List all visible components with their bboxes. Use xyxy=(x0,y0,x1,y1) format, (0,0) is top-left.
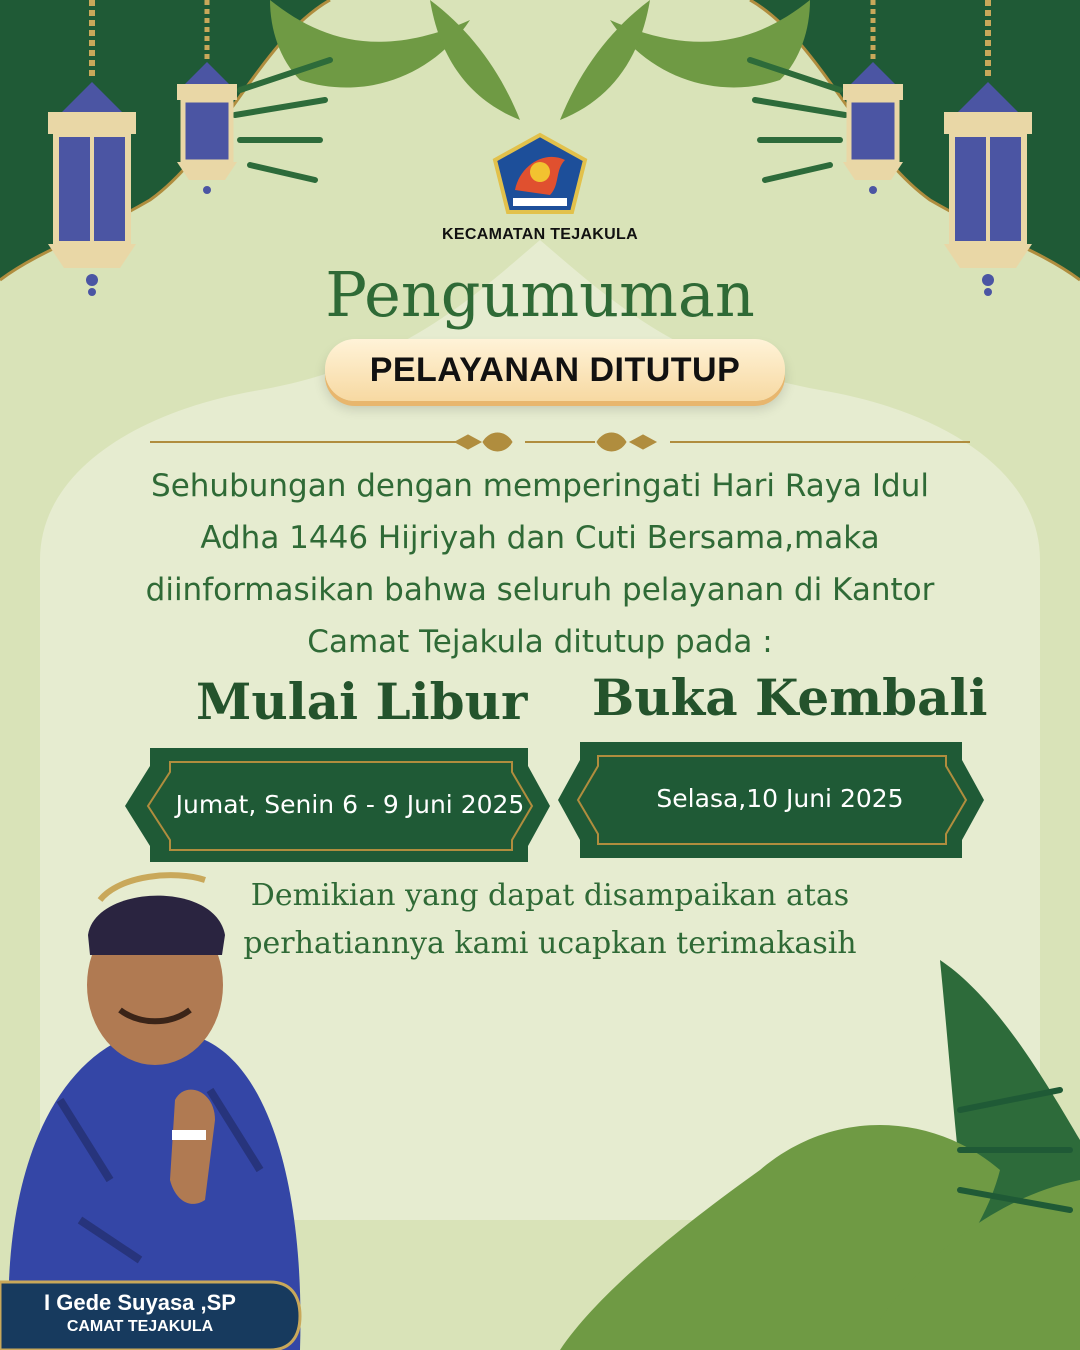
organization-name: KECAMATAN TEJAKULA xyxy=(442,226,638,243)
body-line: Sehubungan dengan memperingati Hari Raya Idul xyxy=(151,468,929,504)
reopen-date: Selasa,10 Juni 2025 xyxy=(656,784,904,813)
closing-line: Demikian yang dapat disampaikan atas xyxy=(250,878,850,913)
reopen-heading: Buka Kembali xyxy=(592,668,988,727)
closing-text xyxy=(180,872,920,968)
closed-date: Jumat, Senin 6 - 9 Juni 2025 xyxy=(175,790,525,819)
closing-line: perhatiannya kami ucapkan terimakasih xyxy=(243,926,857,961)
page-title: Pengumuman xyxy=(325,258,755,331)
subtitle-text: PELAYANAN DITUTUP xyxy=(369,350,741,389)
closed-heading: Mulai Libur xyxy=(196,672,528,731)
body-line: Camat Tejakula ditutup pada : xyxy=(307,624,773,660)
body-line: diinformasikan bahwa seluruh pelayanan di Kantor xyxy=(145,572,935,608)
official-role: CAMAT TEJAKULA xyxy=(66,1318,214,1335)
subtitle-badge xyxy=(325,339,785,401)
body-line: Adha 1446 Hijriyah dan Cuti Bersama,maka xyxy=(200,520,880,556)
official-name: I Gede Suyasa ,SP xyxy=(44,1290,236,1315)
announcement-body xyxy=(130,460,950,668)
